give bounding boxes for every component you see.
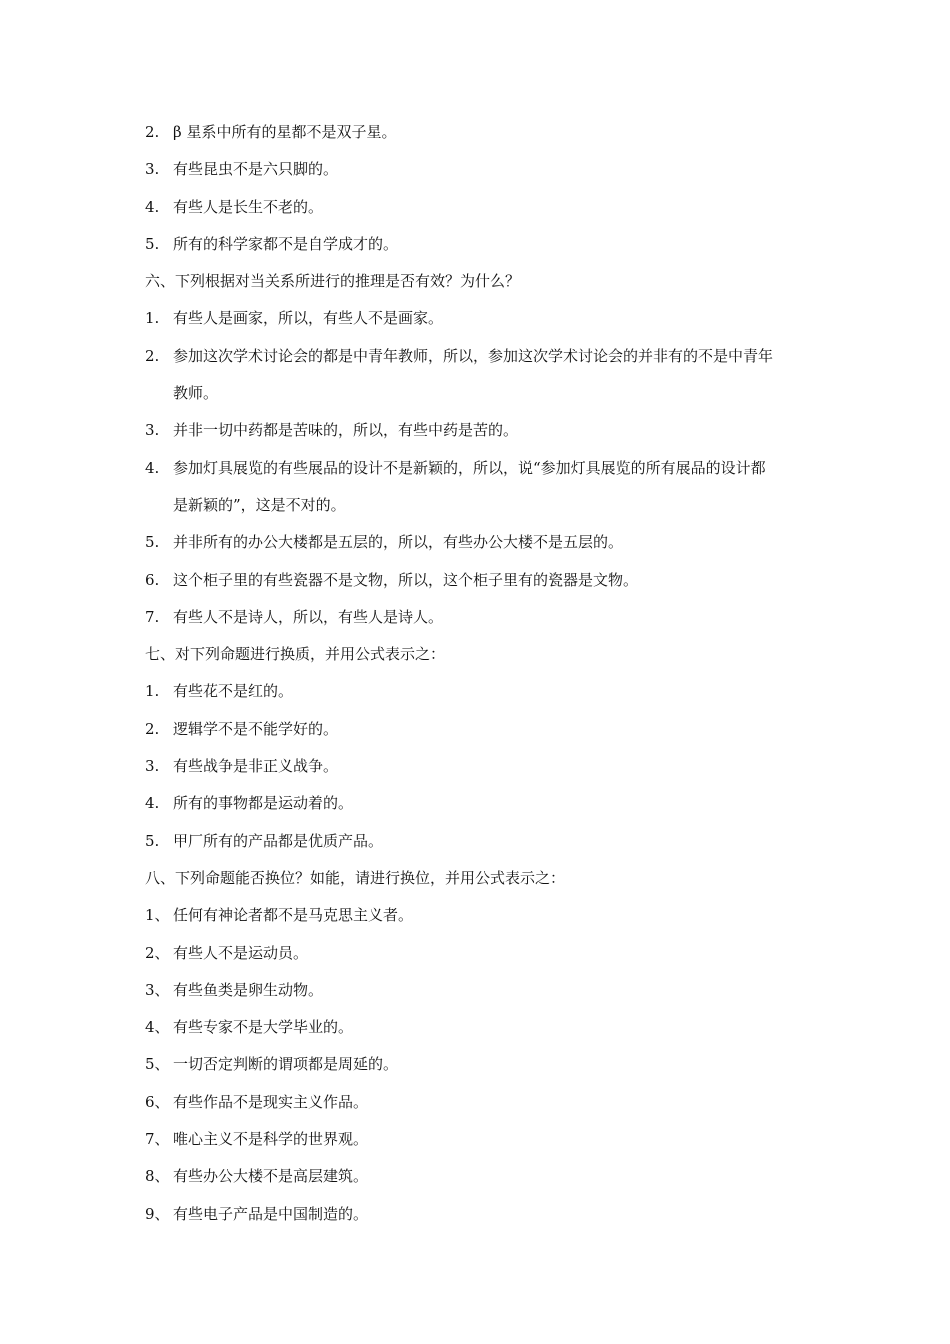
item-text: 有些电子产品是中国制造的。	[173, 1204, 369, 1223]
list-item	[145, 897, 855, 934]
item-number: 2.	[145, 719, 160, 738]
item-text: 有些花不是红的。	[173, 682, 294, 701]
item-text: 一切否定判断的谓项都是周延的。	[173, 1055, 399, 1074]
list-item	[145, 1121, 855, 1158]
item-text: 有些昆虫不是六只脚的。	[173, 160, 339, 179]
item-number: 6、	[145, 1092, 170, 1111]
item-text: 有些作品不是现实主义作品。	[173, 1092, 369, 1111]
section-heading: 六、下列根据对当关系所进行的推理是否有效？为什么？	[145, 272, 521, 291]
item-text: 有些专家不是大学毕业的。	[173, 1018, 354, 1037]
item-text: 有些人是长生不老的。	[173, 197, 324, 216]
list-item	[145, 1158, 855, 1195]
item-number: 7.	[145, 607, 160, 626]
item-number: 2、	[145, 943, 170, 962]
item-number: 3、	[145, 980, 170, 999]
item-text: 并非一切中药都是苦味的，所以，有些中药是苦的。	[173, 421, 519, 440]
list-item	[145, 748, 855, 785]
list-item	[145, 338, 855, 375]
item-text: 所有的事物都是运动着的。	[173, 794, 354, 813]
item-text: 有些鱼类是卵生动物。	[173, 980, 324, 999]
list-item	[145, 226, 855, 263]
item-number: 1.	[145, 309, 160, 328]
item-number: 8、	[145, 1167, 170, 1186]
list-item-continuation: 教师。	[173, 384, 219, 403]
document-page	[0, 114, 950, 1233]
item-number: 5.	[145, 831, 160, 850]
list-item	[145, 300, 855, 337]
list-item	[145, 1084, 855, 1121]
list-item-continuation: 是新颖的”，这是不对的。	[173, 495, 346, 514]
section-heading: 七、对下列命题进行换质，并用公式表示之：	[145, 645, 446, 664]
item-text: 这个柜子里的有些瓷器不是文物，所以，这个柜子里有的瓷器是文物。	[173, 570, 639, 589]
item-number: 9、	[145, 1204, 170, 1223]
item-text: β 星系中所有的星都不是双子星。	[173, 123, 397, 141]
item-number: 5.	[145, 234, 160, 253]
list-item	[145, 972, 855, 1009]
list-item	[145, 412, 855, 449]
list-item	[145, 1009, 855, 1046]
item-text: 任何有神论者都不是马克思主义者。	[173, 906, 414, 925]
item-text: 有些人不是诗人，所以，有些人是诗人。	[173, 607, 444, 626]
section-heading: 八、下列命题能否换位？如能，请进行换位，并用公式表示之：	[145, 868, 566, 887]
item-text: 有些人是画家，所以，有些人不是画家。	[173, 309, 444, 328]
item-number: 3.	[145, 160, 160, 179]
list-item	[145, 823, 855, 860]
item-text: 所有的科学家都不是自学成才的。	[173, 234, 399, 253]
list-item	[145, 935, 855, 972]
item-number: 2.	[145, 123, 160, 141]
item-text: 逻辑学不是不能学好的。	[173, 719, 339, 738]
item-number: 4、	[145, 1018, 170, 1037]
item-text: 甲厂所有的产品都是优质产品。	[173, 831, 384, 850]
item-number: 4.	[145, 458, 160, 477]
item-text: 参加这次学术讨论会的都是中青年教师，所以，参加这次学术讨论会的并非有的不是中青年	[173, 346, 774, 365]
list-item	[145, 189, 855, 226]
list-item	[145, 524, 855, 561]
item-number: 3.	[145, 757, 160, 776]
item-number: 4.	[145, 197, 160, 216]
item-text: 有些办公大楼不是高层建筑。	[173, 1167, 369, 1186]
list-item	[145, 450, 855, 487]
list-item	[145, 151, 855, 188]
list-item	[145, 673, 855, 710]
item-number: 3.	[145, 421, 160, 440]
list-item	[145, 785, 855, 822]
list-item	[145, 711, 855, 748]
item-number: 1.	[145, 682, 160, 701]
list-item	[145, 562, 855, 599]
item-text: 有些战争是非正义战争。	[173, 757, 339, 776]
item-number: 6.	[145, 570, 160, 589]
item-number: 5.	[145, 533, 160, 552]
item-number: 2.	[145, 346, 160, 365]
item-text: 唯心主义不是科学的世界观。	[173, 1130, 369, 1149]
item-number: 7、	[145, 1130, 170, 1149]
item-number: 1、	[145, 906, 170, 925]
list-item	[145, 599, 855, 636]
item-text: 参加灯具展览的有些展品的设计不是新颖的，所以，说“参加灯具展览的所有展品的设计都	[173, 458, 766, 477]
list-item	[145, 114, 855, 151]
list-item	[145, 1196, 855, 1233]
item-number: 5、	[145, 1055, 170, 1074]
item-text: 有些人不是运动员。	[173, 943, 309, 962]
item-number: 4.	[145, 794, 160, 813]
list-item	[145, 1046, 855, 1083]
item-text: 并非所有的办公大楼都是五层的，所以，有些办公大楼不是五层的。	[173, 533, 624, 552]
